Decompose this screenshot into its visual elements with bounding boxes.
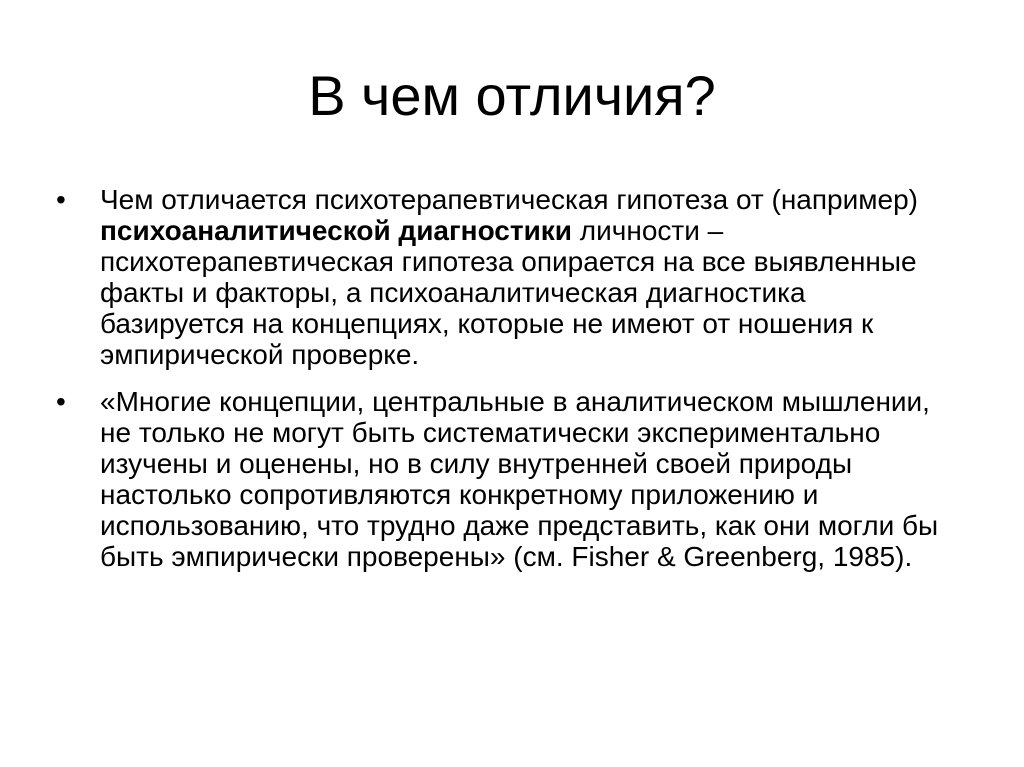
bullet-text-1-emphasis: психоаналитической диагностики: [100, 215, 573, 246]
slide-title: В чем отличия?: [308, 64, 716, 127]
bullet-icon: •: [56, 184, 66, 215]
bullet-text-1-start: Чем отличается психотерапевтическая гипотеза от (например): [100, 184, 918, 215]
bullet-list: [56, 184, 956, 588]
bullet-icon: •: [56, 386, 66, 417]
bullet-text-1-end: личности – психотерапевтическая гипотеза опирается на все выявленные факты и факторы, а психоаналитическая диагностика базируется на концепциях, которые не имеют от ношения к эмпирической проверке.: [100, 215, 917, 370]
bullet-item-2: [56, 386, 956, 572]
bullet-text-1: [100, 184, 918, 370]
bullet-text-2: «Многие концепции, центральные в аналитическом мышлении, не только не могут быть систематически экспериментально изучены и оценены, но в силу внутренней своей природы настолько сопротивляются конкретному приложению и использованию, что трудно даже представить, как они могли бы быть эмпирически проверены» (см. Fisher & Greenberg, 1985).: [100, 386, 939, 572]
bullet-item-1: [56, 184, 956, 370]
